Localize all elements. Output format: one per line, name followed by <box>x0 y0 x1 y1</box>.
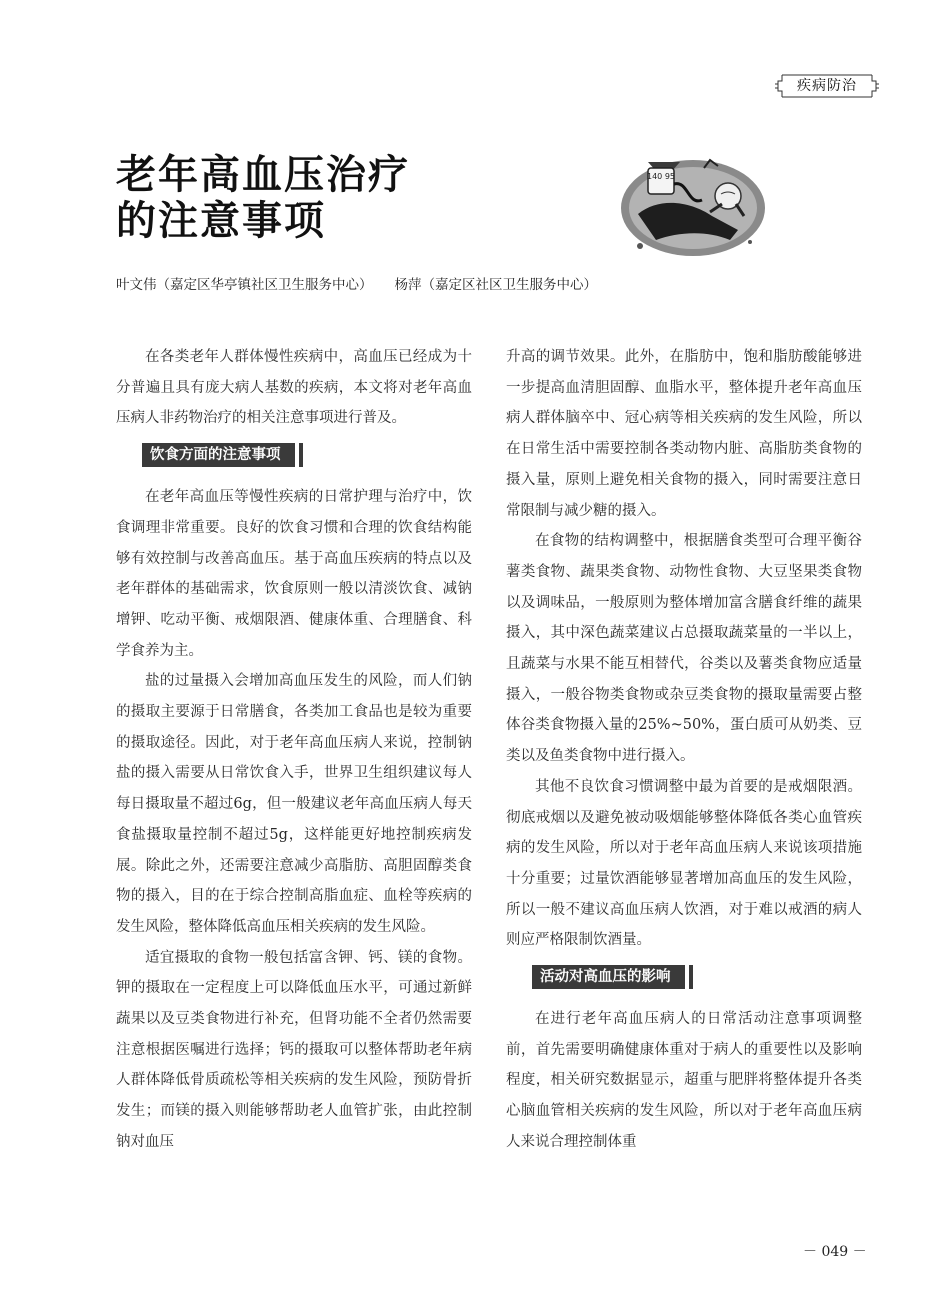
section-tag-label: 疾病防治 <box>797 78 857 94</box>
diet-paragraph-3-continued: 升高的调节效果。此外，在脂肪中，饱和脂肪酸能够进一步提高血清胆固醇、血脂水平，整体提升老年高血压病人群体脑卒中、冠心病等相关疾病的发生风险，所以在日常生活中需要控制各类动物内脏、高脂肪类食物的摄入量，原则上避免相关食物的摄入，同时需要注意日常限制与减少糖的摄入。 <box>506 349 862 519</box>
section-heading-diet <box>116 434 472 482</box>
section-heading-activity-label: 活动对高血压的影响 <box>532 965 689 989</box>
author-1: 叶文伟（嘉定区华亭镇社区卫生服务中心） <box>116 277 373 293</box>
diet-paragraph-4: 在食物的结构调整中，根据膳食类型可合理平衡谷薯类食物、蔬果类食物、动物性食物、大豆坚果类食物以及调味品，一般原则为整体增加富含膳食纤维的蔬果摄入，其中深色蔬菜建议占总摄取蔬菜量的一半以上，且蔬菜与水果不能互相替代，谷类以及薯类食物应适量摄入，一般谷物类食物或杂豆类食物的摄取量需要占整体谷类食物摄入量的25%~50%，蛋白质可从奶类、豆类以及鱼类食物中进行摄入。 <box>506 533 862 765</box>
section-heading-activity <box>506 956 862 1004</box>
article-title-line2: 的注意事项 <box>116 198 326 244</box>
monitor-reading: 140 95 <box>647 172 675 181</box>
section-heading-diet-label: 饮食方面的注意事项 <box>142 443 299 467</box>
diet-paragraph-2: 盐的过量摄入会增加高血压发生的风险，而人们钠的摄取主要源于日常膳食，各类加工食品也是较为重要的摄取途径。因此，对于老年高血压病人来说，控制钠盐的摄入需要从日常饮食入手，世界卫生组织建议每人每日摄取量不超过6g，但一般建议老年高血压病人每天食盐摄取量控制不超过5g，这样能更好地控制疾病发展。除此之外，还需要注意减少高脂肪、高胆固醇类食物的摄入，目的在于综合控制高脂血症、血栓等疾病的发生风险，整体降低高血压相关疾病的发生风险。 <box>116 673 472 935</box>
diet-paragraph-3: 适宜摄取的食物一般包括富含钾、钙、镁的食物。钾的摄取在一定程度上可以降低血压水平，可通过新鲜蔬果以及豆类食物进行补充，但肾功能不全者仍然需要注意根据医嘱进行选择；钙的摄取可以整体帮助老年病人群体降低骨质疏松等相关疾病的发生风险，预防骨折发生；而镁的摄入则能够帮助老人血管扩张，由此控制钠对血压 <box>116 949 472 1150</box>
section-tag <box>774 71 880 101</box>
left-column <box>116 342 472 1158</box>
page-number: － 049 － <box>803 1244 867 1260</box>
author-2: 杨萍（嘉定区社区卫生服务中心） <box>394 277 597 293</box>
right-column <box>506 342 862 1158</box>
diet-paragraph-1: 在老年高血压等慢性疾病的日常护理与治疗中，饮食调理非常重要。良好的饮食习惯和合理的饮食结构能够有效控制与改善高血压。基于高血压疾病的特点以及老年群体的基础需求，饮食原则一般以清淡饮食、减钠增钾、吃动平衡、戒烟限酒、健康体重、合理膳食、科学食养为主。 <box>116 489 472 659</box>
author-line <box>116 273 597 293</box>
intro-paragraph: 在各类老年人群体慢性疾病中，高血压已经成为十分普遍且具有庞大病人基数的疾病，本文将对老年高血压病人非药物治疗的相关注意事项进行普及。 <box>116 349 472 427</box>
article-title-line1: 老年高血压治疗 <box>116 152 410 198</box>
article-title <box>116 152 410 244</box>
hypertension-illustration <box>618 150 768 260</box>
activity-paragraph-1: 在进行老年高血压病人的日常活动注意事项调整前，首先需要明确健康体重对于病人的重要性以及影响程度，相关研究数据显示，超重与肥胖将整体提升各类心脑血管相关疾病的发生风险，所以对于老年高血压病人来说合理控制体重 <box>506 1011 862 1150</box>
diet-paragraph-5: 其他不良饮食习惯调整中最为首要的是戒烟限酒。彻底戒烟以及避免被动吸烟能够整体降低各类心血管疾病的发生风险，所以对于老年高血压病人来说该项措施十分重要；过量饮酒能够显著增加高血压的发生风险，所以一般不建议高血压病人饮酒，对于难以戒酒的病人则应严格限制饮酒量。 <box>506 778 862 949</box>
